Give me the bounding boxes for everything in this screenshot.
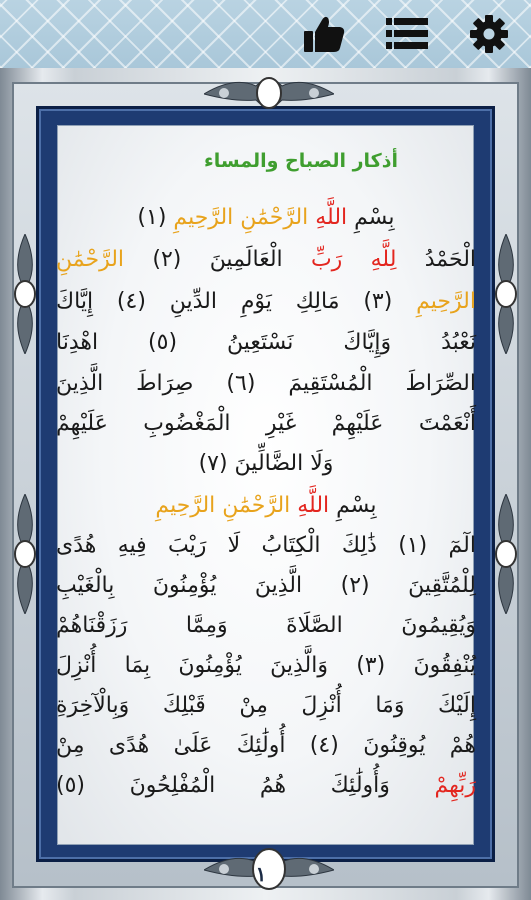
basmala-line [56, 490, 476, 522]
rahman-word: الرَّحْمَٰنِ [56, 247, 125, 272]
fatiha-line-7: وَلَا الضَّالِّينَ (٧) [198, 451, 334, 476]
top-toolbar [0, 0, 531, 68]
ornament-right-upper [489, 234, 523, 354]
ornament-top [204, 72, 334, 114]
fatiha-line-1 [56, 202, 476, 234]
ornament-right-lower [489, 494, 523, 614]
allah-word: اللَّهِ [315, 205, 348, 230]
page-number: ١ [255, 862, 267, 886]
allah-word: لِلَّهِ رَبِّ [310, 247, 397, 272]
fatiha-line-5: الصِّرَاطَ الْمُسْتَقِيمَ (٦) صِرَاطَ الَّذِينَ [56, 371, 476, 396]
ornament-left-lower [8, 494, 42, 614]
ornament-left-upper [8, 234, 42, 354]
rabbihim-word: رَبِّهِمْ [434, 773, 476, 798]
rahim-word: الرَّحِيمِ [416, 289, 476, 314]
fatiha-line-6: أَنْعَمْتَ عَلَيْهِمْ غَيْرِ الْمَغْضُوبِ عَلَيْهِمْ [56, 411, 476, 436]
baqarah-line-2: لِلْمُتَّقِينَ (٢) الَّذِينَ يُؤْمِنُونَ بِالْغَيْبِ [56, 573, 476, 598]
text-span: الْعَالَمِينَ (٢) [124, 247, 311, 272]
baqarah-line-6: هُمْ يُوقِنُونَ (٤) أُولَٰئِكَ عَلَىٰ هُدًى مِنْ [56, 733, 476, 758]
fatiha-line-3 [56, 286, 476, 318]
gear-icon[interactable] [468, 14, 510, 54]
list-menu-icon[interactable] [385, 14, 429, 54]
text-span: وَأُولَٰئِكَ هُمُ الْمُفْلِحُونَ (٥) [56, 773, 435, 798]
text-span: (٣) مَالِكِ يَوْمِ الدِّينِ (٤) إِيَّاكَ [56, 289, 417, 314]
fatiha-line-4: نَعْبُدُ وَإِيَّاكَ نَسْتَعِينُ (٥) اهْدِنَا [56, 330, 476, 355]
thumbs-up-icon[interactable] [302, 14, 346, 54]
baqarah-line-1: الٓمٓ (١) ذَٰلِكَ الْكِتَابُ لَا رَيْبَ فِيهِ هُدًى [56, 533, 476, 558]
text-span: بِسْمِ [329, 493, 377, 518]
rahman-rahim-words: الرَّحْمَٰنِ الرَّحِيمِ [173, 205, 316, 230]
baqarah-line-5: إِلَيْكَ وَمَا أُنْزِلَ مِنْ قَبْلِكَ وَبِالْآخِرَةِ [56, 693, 476, 718]
rahman-rahim-words: الرَّحْمَٰنِ الرَّحِيمِ [155, 493, 298, 518]
text-span: الْحَمْدُ [396, 247, 477, 272]
text-span: بِسْمِ [347, 205, 395, 230]
baqarah-line-3: وَيُقِيمُونَ الصَّلَاةَ وَمِمَّا رَزَقْنَاهُمْ [56, 613, 476, 638]
allah-word: اللَّهِ [297, 493, 330, 518]
baqarah-line-4: يُنْفِقُونَ (٣) وَالَّذِينَ يُؤْمِنُونَ بِمَا أُنْزِلَ [56, 653, 477, 678]
baqarah-line-7 [56, 770, 476, 802]
page-title: أذكار الصباح والمساء [204, 150, 398, 172]
verse-number: (١) [137, 205, 174, 230]
fatiha-line-2 [56, 244, 476, 276]
